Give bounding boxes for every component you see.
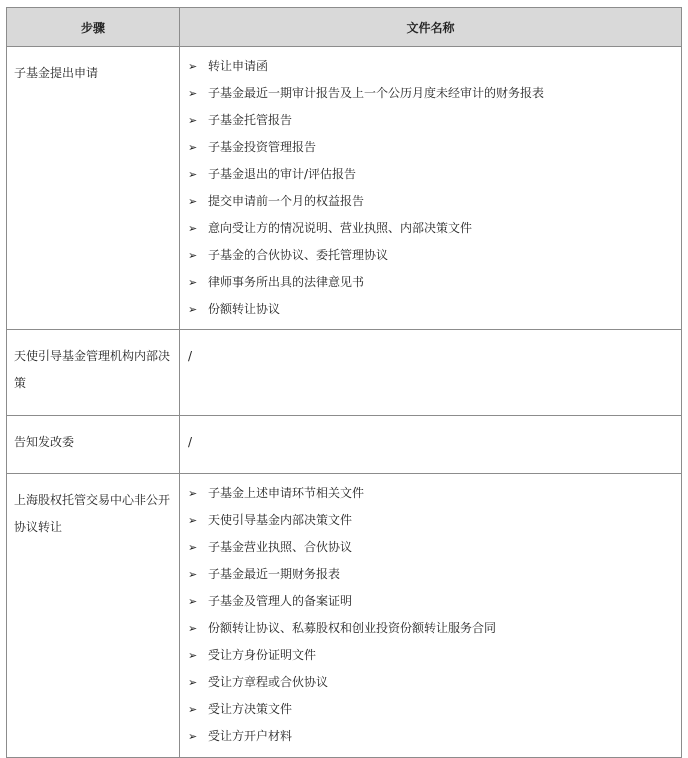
arrow-bullet-icon: ➢ xyxy=(188,87,198,100)
table-row xyxy=(7,47,682,330)
step-cell: 上海股权托管交易中心非公开协议转让 xyxy=(7,474,180,758)
arrow-bullet-icon: ➢ xyxy=(188,60,198,73)
arrow-bullet-icon: ➢ xyxy=(188,487,198,500)
table-row xyxy=(7,330,682,416)
file-item: ➢ 子基金托管报告 xyxy=(188,107,675,134)
file-item: ➢ 子基金退出的审计/评估报告 xyxy=(188,161,675,188)
arrow-bullet-icon: ➢ xyxy=(188,676,198,689)
file-item: ➢ 受让方身份证明文件 xyxy=(188,642,675,669)
arrow-bullet-icon: ➢ xyxy=(188,249,198,262)
file-item: ➢ 子基金的合伙协议、委托管理协议 xyxy=(188,242,675,269)
file-item: ➢ 受让方章程或合伙协议 xyxy=(188,669,675,696)
file-item: ➢ 子基金最近一期审计报告及上一个公历月度未经审计的财务报表 xyxy=(188,80,675,107)
document-table xyxy=(6,7,682,758)
file-item: ➢ 子基金上述申请环节相关文件 xyxy=(188,480,675,507)
file-item: ➢ 份额转让协议、私募股权和创业投资份额转让服务合同 xyxy=(188,615,675,642)
file-item: ➢ 律师事务所出具的法律意见书 xyxy=(188,269,675,296)
file-item: ➢ 受让方开户材料 xyxy=(188,723,675,750)
file-item: ➢ 受让方决策文件 xyxy=(188,696,675,723)
file-list xyxy=(188,53,675,323)
file-item: ➢ 意向受让方的情况说明、营业执照、内部决策文件 xyxy=(188,215,675,242)
arrow-bullet-icon: ➢ xyxy=(188,168,198,181)
files-cell xyxy=(180,416,682,474)
table-row xyxy=(7,474,682,758)
header-row xyxy=(7,8,682,47)
arrow-bullet-icon: ➢ xyxy=(188,541,198,554)
file-item: ➢ 转让申请函 xyxy=(188,53,675,80)
step-cell: 天使引导基金管理机构内部决策 xyxy=(7,330,180,416)
step-cell: 子基金提出申请 xyxy=(7,47,180,330)
arrow-bullet-icon: ➢ xyxy=(188,649,198,662)
arrow-bullet-icon: ➢ xyxy=(188,514,198,527)
arrow-bullet-icon: ➢ xyxy=(188,141,198,154)
arrow-bullet-icon: ➢ xyxy=(188,595,198,608)
table-row xyxy=(7,416,682,474)
arrow-bullet-icon: ➢ xyxy=(188,276,198,289)
file-item: ➢ 子基金营业执照、合伙协议 xyxy=(188,534,675,561)
file-item: ➢ 天使引导基金内部决策文件 xyxy=(188,507,675,534)
files-cell xyxy=(180,47,682,330)
arrow-bullet-icon: ➢ xyxy=(188,222,198,235)
arrow-bullet-icon: ➢ xyxy=(188,622,198,635)
arrow-bullet-icon: ➢ xyxy=(188,568,198,581)
empty-placeholder: / xyxy=(188,349,193,363)
arrow-bullet-icon: ➢ xyxy=(188,730,198,743)
file-item: ➢ 子基金最近一期财务报表 xyxy=(188,561,675,588)
arrow-bullet-icon: ➢ xyxy=(188,114,198,127)
step-cell: 告知发改委 xyxy=(7,416,180,474)
header-file-name: 文件名称 xyxy=(180,8,682,47)
arrow-bullet-icon: ➢ xyxy=(188,303,198,316)
file-item: ➢ 份额转让协议 xyxy=(188,296,675,323)
arrow-bullet-icon: ➢ xyxy=(188,703,198,716)
file-item: ➢ 子基金及管理人的备案证明 xyxy=(188,588,675,615)
files-cell xyxy=(180,474,682,758)
empty-placeholder: / xyxy=(188,435,193,449)
file-item: ➢ 提交申请前一个月的权益报告 xyxy=(188,188,675,215)
arrow-bullet-icon: ➢ xyxy=(188,195,198,208)
file-item: ➢ 子基金投资管理报告 xyxy=(188,134,675,161)
header-step: 步骤 xyxy=(7,8,180,47)
files-cell xyxy=(180,330,682,416)
